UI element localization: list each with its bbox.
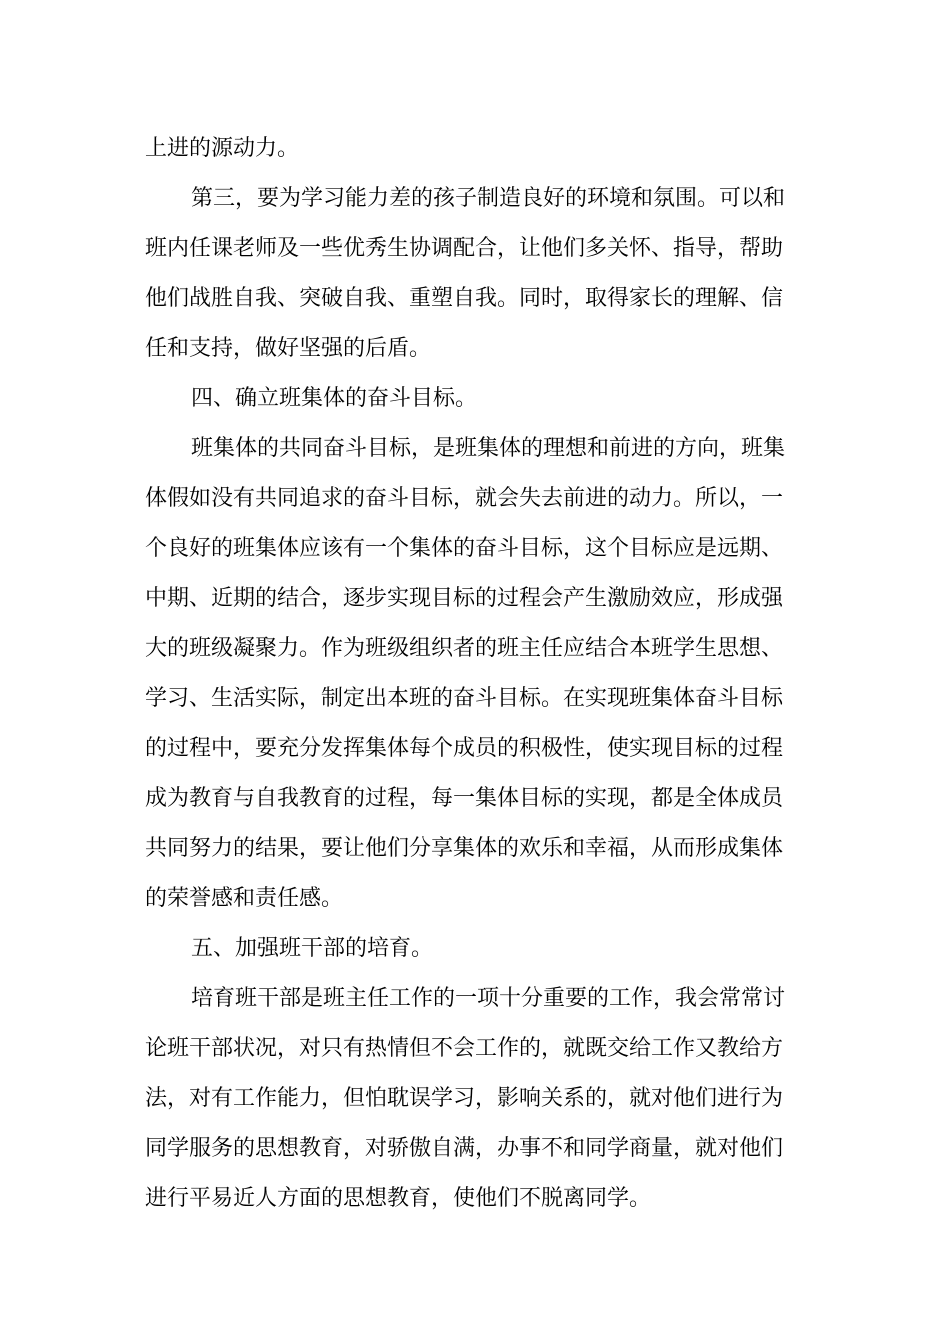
text-line: 学习、生活实际，制定出本班的奋斗目标。在实现班集体奋斗目标 — [145, 686, 784, 711]
section-heading: 五、加强班干部的培育。 — [191, 936, 434, 961]
text-line: 体假如没有共同追求的奋斗目标，就会失去前进的动力。所以，一 — [145, 486, 784, 511]
text-line: 上进的源动力。 — [145, 136, 300, 161]
text-line: 论班干部状况，对只有热情但不会工作的，就既交给工作又教给方 — [145, 1036, 784, 1061]
body-text — [145, 124, 805, 1224]
text-line: 的过程中，要充分发挥集体每个成员的积极性，使实现目标的过程 — [145, 736, 784, 761]
text-line: 法，对有工作能力，但怕耽误学习，影响关系的，就对他们进行为 — [145, 1086, 784, 1111]
text-line: 班集体的共同奋斗目标，是班集体的理想和前进的方向，班集 — [191, 436, 786, 461]
text-line: 任和支持，做好坚强的后盾。 — [145, 336, 432, 361]
text-line: 中期、近期的结合，逐步实现目标的过程会产生激励效应，形成强 — [145, 586, 784, 611]
text-line: 个良好的班集体应该有一个集体的奋斗目标，这个目标应是远期、 — [145, 536, 784, 561]
text-line: 进行平易近人方面的思想教育，使他们不脱离同学。 — [145, 1186, 652, 1211]
text-line: 他们战胜自我、突破自我、重塑自我。同时，取得家长的理解、信 — [145, 286, 784, 311]
text-line: 的荣誉感和责任感。 — [145, 886, 344, 911]
text-line: 共同努力的结果，要让他们分享集体的欢乐和幸福，从而形成集体 — [145, 836, 784, 861]
text-line: 成为教育与自我教育的过程，每一集体目标的实现，都是全体成员 — [145, 786, 784, 811]
section-heading: 四、确立班集体的奋斗目标。 — [191, 386, 478, 411]
text-line: 班内任课老师及一些优秀生协调配合，让他们多关怀、指导，帮助 — [145, 236, 784, 261]
text-line: 第三，要为学习能力差的孩子制造良好的环境和氛围。可以和 — [191, 186, 786, 211]
text-line: 大的班级凝聚力。作为班级组织者的班主任应结合本班学生思想、 — [145, 636, 784, 661]
text-line: 培育班干部是班主任工作的一项十分重要的工作，我会常常讨 — [191, 986, 786, 1011]
text-line: 同学服务的思想教育，对骄傲自满，办事不和同学商量，就对他们 — [145, 1136, 784, 1161]
